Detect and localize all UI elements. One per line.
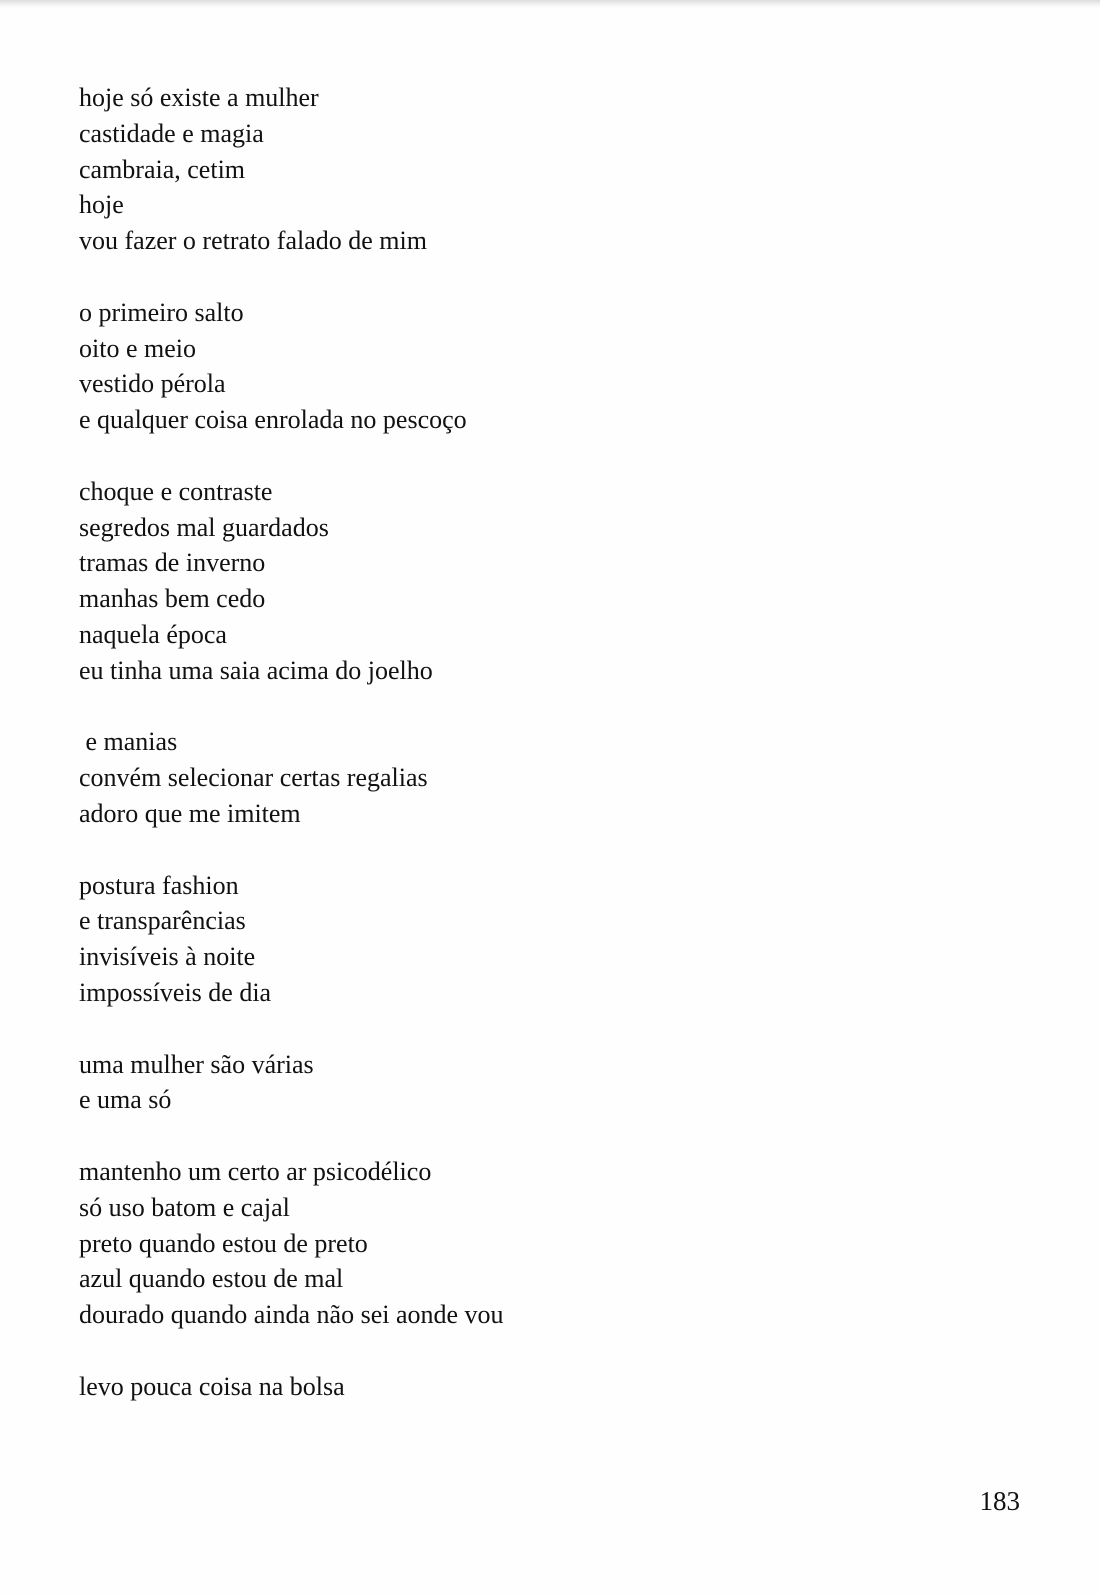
stanza [79,474,779,689]
stanza [79,868,779,1011]
poem-line: adoro que me imitem [79,798,301,828]
poem-line: invisíveis à noite [79,942,256,972]
stanza [79,80,779,259]
poem-line: e uma só [79,1085,172,1115]
poem-line: só uso batom e cajal [79,1192,290,1222]
poem-line: hoje [79,190,124,220]
poem-line: hoje só existe a mulher [79,83,319,112]
poem-line: preto quando estou de preto [79,1228,368,1258]
page-number: 183 [979,1486,1020,1516]
page-top-edge [0,0,1100,8]
poem-line: e transparências [79,906,246,936]
poem-line: dourado quando ainda não sei aonde vou [79,1300,504,1330]
poem-line: e manias [79,727,178,757]
poem-line: mantenho um certo ar psicodélico [79,1156,432,1186]
poem-line: vestido pérola [79,369,226,399]
stanza [79,1047,779,1119]
poem-line: segredos mal guardados [79,512,329,542]
poem-line: cambraia, cetim [79,154,246,184]
poem-line: uma mulher são várias [79,1049,314,1079]
poem-line: eu tinha uma saia acima do joelho [79,655,433,685]
stanza [79,1369,779,1405]
poem-line: naquela época [79,619,227,649]
poem [79,80,779,1440]
poem-line: castidade e magia [79,118,264,148]
poem-line: postura fashion [79,870,239,900]
poem-line: convém selecionar certas regalias [79,763,428,793]
poem-line: oito e meio [79,333,196,363]
poem-line: choque e contraste [79,476,273,506]
poem-line: impossíveis de dia [79,977,272,1007]
poem-line: e qualquer coisa enrolada no pescoço [79,405,467,435]
poem-line: levo pouca coisa na bolsa [79,1371,345,1401]
poem-line: azul quando estou de mal [79,1264,344,1294]
poem-line: o primeiro salto [79,297,244,327]
stanza [79,295,779,438]
poem-line: manhas bem cedo [79,584,266,614]
poem-line: vou fazer o retrato falado de mim [79,226,427,256]
stanza [79,724,779,831]
poem-line: tramas de inverno [79,548,266,578]
stanza [79,1154,779,1333]
